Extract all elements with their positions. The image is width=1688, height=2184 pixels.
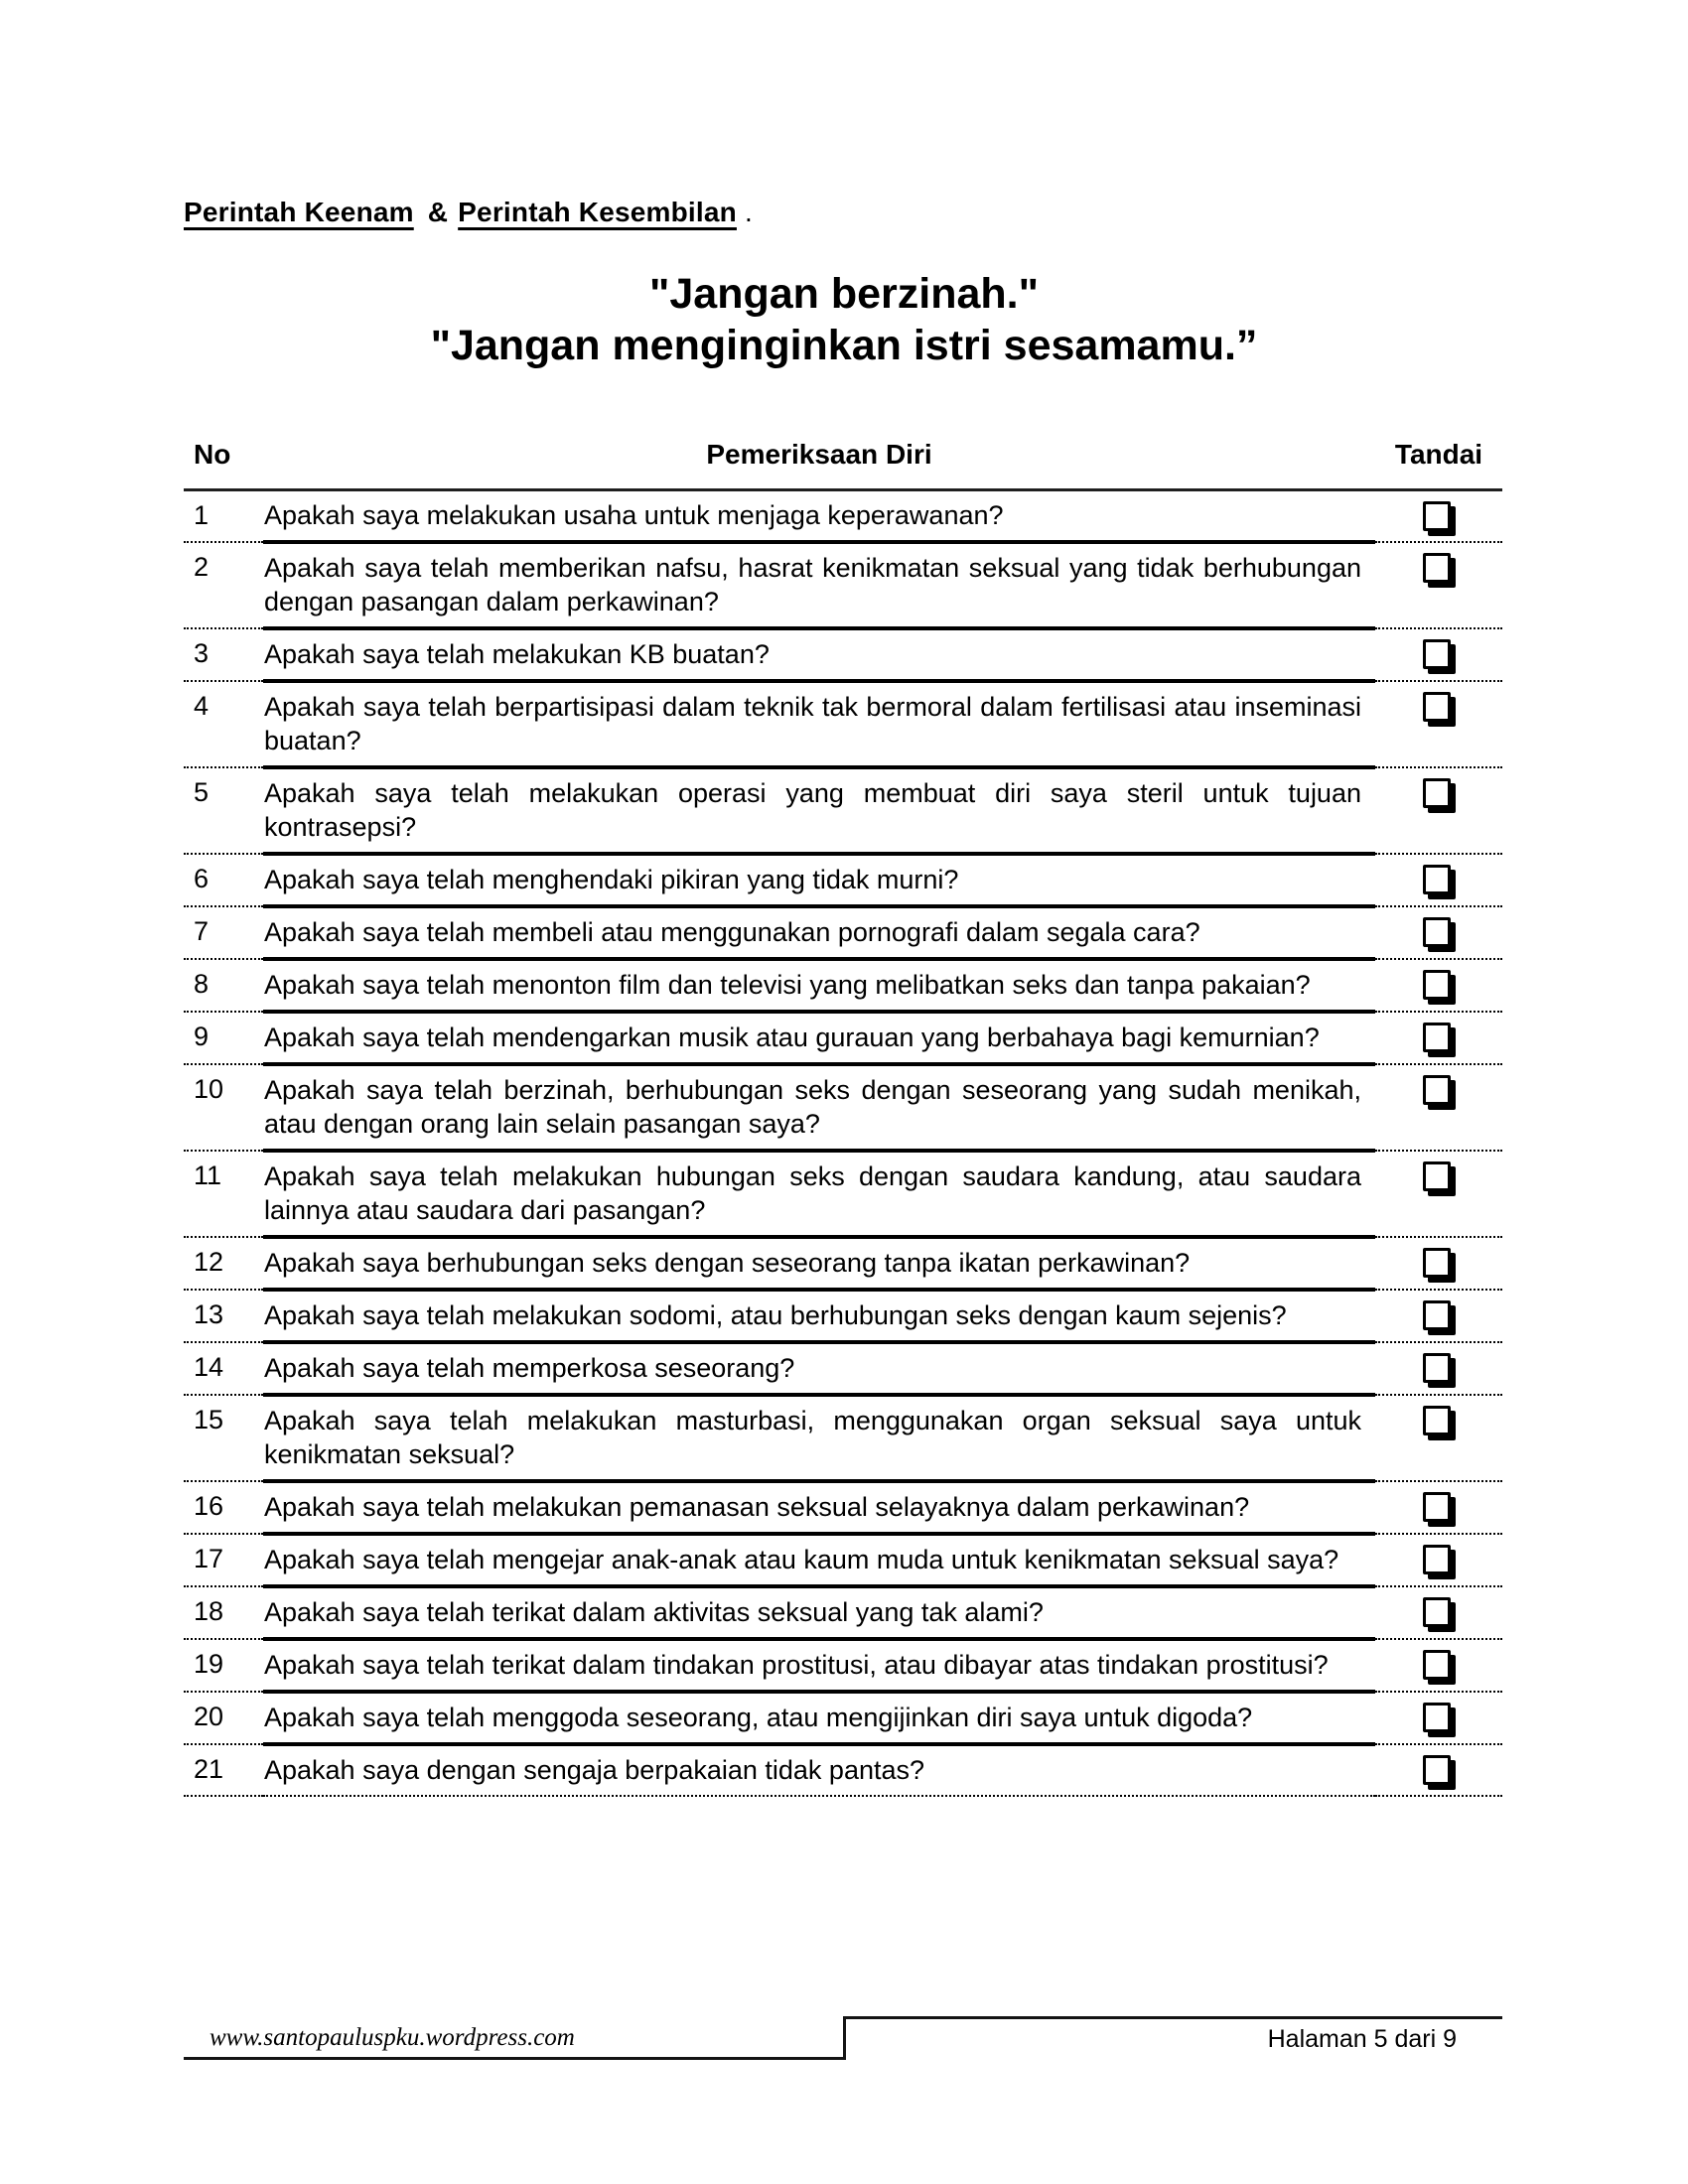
row-question: Apakah saya dengan sengaja berpakaian tidak pantas? — [263, 1744, 1375, 1796]
row-question: Apakah saya telah berpartisipasi dalam teknik tak bermoral dalam fertilisasi atau inseminasi buatan? — [263, 681, 1375, 767]
table-row — [184, 1012, 1502, 1064]
tandai-checkbox-icon[interactable] — [1423, 692, 1451, 722]
tandai-checkbox-icon[interactable] — [1423, 778, 1451, 808]
title-line-1: "Jangan berzinah." — [648, 270, 1040, 318]
tandai-checkbox-icon[interactable] — [1423, 1597, 1451, 1627]
row-number: 12 — [184, 1237, 263, 1290]
row-question: Apakah saya telah melakukan masturbasi, menggunakan organ seksual saya untuk kenikmatan seksual? — [263, 1395, 1375, 1481]
checkbox-wrap — [1376, 1353, 1501, 1383]
row-number: 5 — [184, 767, 263, 854]
footer-right-section — [843, 2016, 1502, 2060]
tandai-checkbox-icon[interactable] — [1423, 1300, 1451, 1330]
checkbox-wrap — [1376, 1023, 1501, 1052]
row-number: 3 — [184, 628, 263, 681]
table-row — [184, 959, 1502, 1012]
row-question: Apakah saya berhubungan seks dengan seseorang tanpa ikatan perkawinan? — [263, 1237, 1375, 1290]
row-number: 6 — [184, 854, 263, 906]
row-question: Apakah saya telah menggoda seseorang, atau mengijinkan diri saya untuk digoda? — [263, 1692, 1375, 1744]
doc-heading — [184, 197, 753, 228]
table-row — [184, 1237, 1502, 1290]
row-question: Apakah saya telah terikat dalam tindakan prostitusi, atau dibayar atas tindakan prostitusi? — [263, 1639, 1375, 1692]
row-mark-cell — [1375, 1237, 1502, 1290]
table-row — [184, 1639, 1502, 1692]
checkbox-wrap — [1376, 1300, 1501, 1330]
row-mark-cell — [1375, 1151, 1502, 1237]
heading-period: . — [744, 197, 753, 227]
self-examination-table — [184, 429, 1502, 1797]
row-question: Apakah saya telah memperkosa seseorang? — [263, 1342, 1375, 1395]
column-header-no: No — [184, 429, 263, 490]
row-question: Apakah saya telah menonton film dan televisi yang melibatkan seks dan tanpa pakaian? — [263, 959, 1375, 1012]
column-header-question: Pemeriksaan Diri — [263, 429, 1375, 490]
page-footer — [184, 2016, 1502, 2060]
table-row — [184, 906, 1502, 959]
row-number: 9 — [184, 1012, 263, 1064]
row-question: Apakah saya melakukan usaha untuk menjaga keperawanan? — [263, 490, 1375, 543]
table-row — [184, 767, 1502, 854]
row-mark-cell — [1375, 1639, 1502, 1692]
row-question: Apakah saya telah melakukan pemanasan seksual selayaknya dalam perkawinan? — [263, 1481, 1375, 1534]
commandment-six-label: Perintah Keenam — [184, 197, 414, 227]
row-number: 1 — [184, 490, 263, 543]
tandai-checkbox-icon[interactable] — [1423, 1545, 1451, 1574]
table-row — [184, 1744, 1502, 1796]
row-question: Apakah saya telah memberikan nafsu, hasrat kenikmatan seksual yang tidak berhubungan dengan pasangan dalam perkawinan? — [263, 542, 1375, 628]
checklist-rows — [184, 490, 1502, 1797]
row-number: 19 — [184, 1639, 263, 1692]
row-mark-cell — [1375, 628, 1502, 681]
row-question: Apakah saya telah berzinah, berhubungan seks dengan seseorang yang sudah menikah, atau dengan orang lain selain pasangan saya? — [263, 1064, 1375, 1151]
row-question: Apakah saya telah melakukan hubungan seks dengan saudara kandung, atau saudara lainnya atau saudara dari pasangan? — [263, 1151, 1375, 1237]
row-mark-cell — [1375, 1534, 1502, 1586]
row-number: 16 — [184, 1481, 263, 1534]
row-number: 7 — [184, 906, 263, 959]
tandai-checkbox-icon[interactable] — [1423, 1075, 1451, 1105]
row-mark-cell — [1375, 854, 1502, 906]
table-row — [184, 1692, 1502, 1744]
row-question: Apakah saya telah mendengarkan musik atau gurauan yang berbahaya bagi kemurnian? — [263, 1012, 1375, 1064]
tandai-checkbox-icon[interactable] — [1423, 1703, 1451, 1732]
row-mark-cell — [1375, 1481, 1502, 1534]
checkbox-wrap — [1376, 1248, 1501, 1278]
table-header-row — [184, 429, 1502, 490]
checkbox-wrap — [1376, 1650, 1501, 1680]
row-mark-cell — [1375, 681, 1502, 767]
heading-joiner: & — [427, 197, 449, 227]
row-mark-cell — [1375, 542, 1502, 628]
row-number: 17 — [184, 1534, 263, 1586]
row-number: 21 — [184, 1744, 263, 1796]
commandment-nine-label: Perintah Kesembilan — [458, 197, 737, 227]
checkbox-wrap — [1376, 1161, 1501, 1191]
row-question: Apakah saya telah mengejar anak-anak atau kaum muda untuk kenikmatan seksual saya? — [263, 1534, 1375, 1586]
checkbox-wrap — [1376, 970, 1501, 1000]
checkbox-wrap — [1376, 1406, 1501, 1435]
table-row — [184, 1534, 1502, 1586]
row-number: 8 — [184, 959, 263, 1012]
title-line-2: "Jangan menginginkan istri sesamamu.” — [430, 322, 1258, 369]
checkbox-wrap — [1376, 553, 1501, 583]
checkbox-wrap — [1376, 1703, 1501, 1732]
table-row — [184, 1064, 1502, 1151]
tandai-checkbox-icon[interactable] — [1423, 917, 1451, 947]
checkbox-wrap — [1376, 692, 1501, 722]
row-number: 2 — [184, 542, 263, 628]
checkbox-wrap — [1376, 778, 1501, 808]
row-mark-cell — [1375, 1692, 1502, 1744]
table-row — [184, 628, 1502, 681]
tandai-checkbox-icon[interactable] — [1423, 1353, 1451, 1383]
row-number: 13 — [184, 1290, 263, 1342]
table-row — [184, 490, 1502, 543]
row-mark-cell — [1375, 1586, 1502, 1639]
row-mark-cell — [1375, 1012, 1502, 1064]
tandai-checkbox-icon[interactable] — [1423, 501, 1451, 531]
checkbox-wrap — [1376, 917, 1501, 947]
row-mark-cell — [1375, 959, 1502, 1012]
row-number: 14 — [184, 1342, 263, 1395]
commandment-title — [0, 268, 1688, 371]
tandai-checkbox-icon[interactable] — [1423, 1492, 1451, 1522]
table-row — [184, 854, 1502, 906]
row-mark-cell — [1375, 1290, 1502, 1342]
row-number: 4 — [184, 681, 263, 767]
tandai-checkbox-icon[interactable] — [1423, 553, 1451, 583]
checkbox-wrap — [1376, 1075, 1501, 1105]
row-mark-cell — [1375, 1395, 1502, 1481]
tandai-checkbox-icon[interactable] — [1423, 1248, 1451, 1278]
tandai-checkbox-icon[interactable] — [1423, 1650, 1451, 1680]
checkbox-wrap — [1376, 1545, 1501, 1574]
tandai-checkbox-icon[interactable] — [1423, 1161, 1451, 1191]
row-question: Apakah saya telah membeli atau menggunakan pornografi dalam segala cara? — [263, 906, 1375, 959]
table-row — [184, 1151, 1502, 1237]
table-row — [184, 1290, 1502, 1342]
table-row — [184, 1586, 1502, 1639]
footer-left-section — [184, 2016, 843, 2060]
row-mark-cell — [1375, 1744, 1502, 1796]
tandai-checkbox-icon[interactable] — [1423, 639, 1451, 669]
table-row — [184, 1342, 1502, 1395]
checkbox-wrap — [1376, 1755, 1501, 1785]
tandai-checkbox-icon[interactable] — [1423, 865, 1451, 894]
row-question: Apakah saya telah melakukan operasi yang membuat diri saya steril untuk tujuan kontrasepsi? — [263, 767, 1375, 854]
tandai-checkbox-icon[interactable] — [1423, 970, 1451, 1000]
row-number: 10 — [184, 1064, 263, 1151]
row-question: Apakah saya telah menghendaki pikiran yang tidak murni? — [263, 854, 1375, 906]
tandai-checkbox-icon[interactable] — [1423, 1023, 1451, 1052]
tandai-checkbox-icon[interactable] — [1423, 1755, 1451, 1785]
table-row — [184, 542, 1502, 628]
row-number: 15 — [184, 1395, 263, 1481]
tandai-checkbox-icon[interactable] — [1423, 1406, 1451, 1435]
row-question: Apakah saya telah melakukan KB buatan? — [263, 628, 1375, 681]
checkbox-wrap — [1376, 1492, 1501, 1522]
checkbox-wrap — [1376, 865, 1501, 894]
row-number: 11 — [184, 1151, 263, 1237]
column-header-mark: Tandai — [1375, 429, 1502, 490]
footer-website-link[interactable]: www.santopauluspku.wordpress.com — [210, 2024, 575, 2051]
row-mark-cell — [1375, 1342, 1502, 1395]
checkbox-wrap — [1376, 1597, 1501, 1627]
checkbox-wrap — [1376, 639, 1501, 669]
row-question: Apakah saya telah terikat dalam aktivitas seksual yang tak alami? — [263, 1586, 1375, 1639]
row-mark-cell — [1375, 1064, 1502, 1151]
row-number: 20 — [184, 1692, 263, 1744]
row-mark-cell — [1375, 490, 1502, 543]
row-mark-cell — [1375, 906, 1502, 959]
row-question: Apakah saya telah melakukan sodomi, atau berhubungan seks dengan kaum sejenis? — [263, 1290, 1375, 1342]
row-mark-cell — [1375, 767, 1502, 854]
row-number: 18 — [184, 1586, 263, 1639]
table-row — [184, 1481, 1502, 1534]
footer-page-number: Halaman 5 dari 9 — [1267, 2025, 1457, 2053]
table-row — [184, 681, 1502, 767]
checkbox-wrap — [1376, 501, 1501, 531]
table-row — [184, 1395, 1502, 1481]
